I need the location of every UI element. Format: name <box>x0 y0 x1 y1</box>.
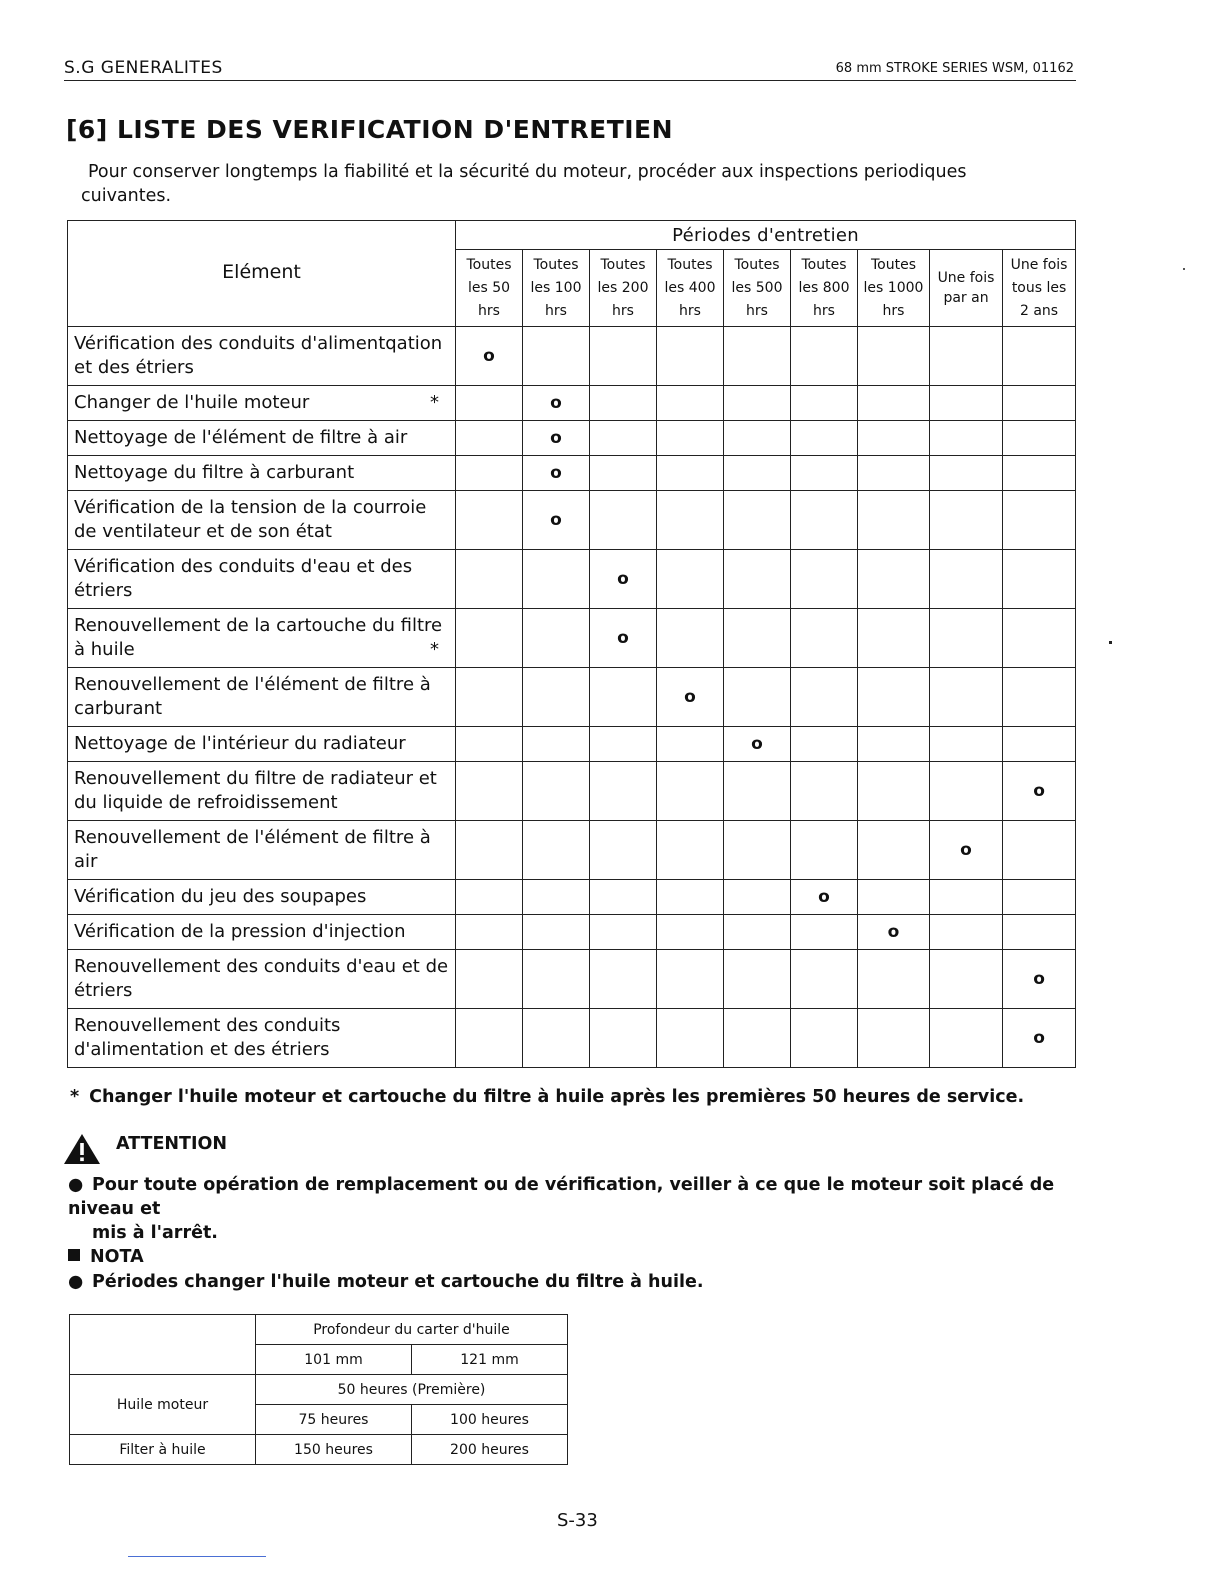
maintenance-item-text: Nettoyage du filtre à carburant <box>74 462 355 483</box>
schedule-cell <box>590 915 657 950</box>
schedule-cell <box>1003 762 1076 821</box>
schedule-cell <box>724 762 791 821</box>
intro-paragraph <box>81 160 1068 208</box>
schedule-cell <box>456 386 523 421</box>
schedule-cell <box>858 491 930 550</box>
schedule-cell <box>791 762 858 821</box>
maintenance-row <box>68 609 1076 668</box>
schedule-cell <box>456 550 523 609</box>
schedule-cell <box>456 880 523 915</box>
maintenance-row <box>68 668 1076 727</box>
schedule-cell <box>858 327 930 386</box>
header-rule <box>64 80 1076 81</box>
schedule-cell <box>724 821 791 880</box>
maintenance-item-text: Renouvellement des conduits <box>74 1015 341 1036</box>
nota-label: NOTA <box>90 1247 144 1267</box>
maintenance-item-text: à huile <box>74 639 135 660</box>
schedule-cell <box>724 327 791 386</box>
maintenance-row <box>68 880 1076 915</box>
schedule-cell <box>590 950 657 1009</box>
schedule-cell <box>523 1009 590 1068</box>
schedule-cell <box>456 762 523 821</box>
period-header-line: les 400 <box>664 279 716 296</box>
check-mark: o <box>960 840 972 860</box>
maintenance-row <box>68 727 1076 762</box>
period-header-line: hrs <box>679 302 701 319</box>
schedule-cell <box>930 668 1003 727</box>
schedule-cell <box>657 950 724 1009</box>
schedule-cell <box>791 668 858 727</box>
asterisk-marker: * <box>430 639 439 660</box>
schedule-cell <box>791 491 858 550</box>
period-header-line: Toutes <box>801 256 847 273</box>
schedule-cell <box>930 550 1003 609</box>
schedule-cell <box>456 821 523 880</box>
period-header-line: Une fois <box>1010 256 1068 273</box>
warning-triangle-icon <box>63 1133 101 1165</box>
schedule-cell <box>657 1009 724 1068</box>
schedule-cell <box>930 821 1003 880</box>
footnote-text: Changer l'huile moteur et cartouche du filtre à huile après les premières 50 heures de service. <box>89 1087 1025 1107</box>
maintenance-item-text: étriers <box>74 980 133 1001</box>
schedule-cell <box>657 327 724 386</box>
period-header-line: Toutes <box>734 256 780 273</box>
oil-interval-101: 75 heures <box>256 1405 412 1435</box>
schedule-cell <box>858 550 930 609</box>
oil-table-corner <box>70 1315 256 1375</box>
period-column-header <box>858 250 930 327</box>
maintenance-item-text: Renouvellement des conduits d'eau et de <box>74 956 449 977</box>
filter-interval-101: 150 heures <box>256 1435 412 1465</box>
oil-change-table <box>69 1314 568 1465</box>
period-header-line: hrs <box>478 302 500 319</box>
check-mark: o <box>818 887 830 907</box>
period-header-line: les 1000 <box>863 279 924 296</box>
schedule-cell <box>930 880 1003 915</box>
check-mark: o <box>1033 1028 1045 1048</box>
schedule-cell <box>590 880 657 915</box>
schedule-cell <box>456 727 523 762</box>
schedule-cell <box>930 386 1003 421</box>
check-mark: o <box>550 463 562 483</box>
schedule-cell <box>523 386 590 421</box>
schedule-cell <box>858 880 930 915</box>
maintenance-item <box>68 880 456 915</box>
schedule-cell <box>724 421 791 456</box>
schedule-cell <box>523 915 590 950</box>
schedule-cell <box>657 880 724 915</box>
nota-text: Périodes changer l'huile moteur et cartouche du filtre à huile. <box>92 1272 704 1292</box>
schedule-cell <box>523 491 590 550</box>
schedule-cell <box>724 950 791 1009</box>
schedule-cell <box>657 609 724 668</box>
schedule-cell <box>791 821 858 880</box>
schedule-cell <box>657 915 724 950</box>
schedule-cell <box>1003 609 1076 668</box>
schedule-cell <box>590 727 657 762</box>
schedule-cell <box>657 456 724 491</box>
maintenance-table <box>67 220 1076 1068</box>
check-mark: o <box>550 393 562 413</box>
maintenance-item <box>68 491 456 550</box>
check-mark: o <box>684 687 696 707</box>
schedule-cell <box>858 456 930 491</box>
maintenance-row <box>68 1009 1076 1068</box>
maintenance-rows <box>68 327 1076 1068</box>
period-header-line: hrs <box>746 302 768 319</box>
maintenance-item-text: du liquide de refroidissement <box>74 792 338 813</box>
period-column-header <box>456 250 523 327</box>
schedule-cell <box>657 821 724 880</box>
maintenance-row <box>68 550 1076 609</box>
check-mark: o <box>617 569 629 589</box>
schedule-cell <box>930 491 1003 550</box>
period-column-header <box>1003 250 1076 327</box>
check-mark: o <box>887 922 900 942</box>
period-header-line: les 200 <box>597 279 649 296</box>
maintenance-item-text: air <box>74 851 98 872</box>
intro-line-1: Pour conserver longtemps la fiabilité et la sécurité du moteur, procéder aux inspections periodiques <box>88 162 967 182</box>
schedule-cell <box>657 668 724 727</box>
maintenance-item <box>68 950 456 1009</box>
period-header-line: Une fois <box>937 270 995 286</box>
maintenance-item-text: Vérification du jeu des soupapes <box>74 886 367 907</box>
schedule-cell <box>657 550 724 609</box>
maintenance-item <box>68 386 456 421</box>
maintenance-item-text: Renouvellement de l'élément de filtre à <box>74 827 431 848</box>
schedule-cell <box>523 421 590 456</box>
maintenance-item-text: Changer de l'huile moteur <box>74 392 310 413</box>
schedule-cell <box>657 727 724 762</box>
filter-interval-121: 200 heures <box>412 1435 568 1465</box>
maintenance-item-text: Renouvellement du filtre de radiateur et <box>74 768 437 789</box>
schedule-cell <box>724 915 791 950</box>
maintenance-item-text: Renouvellement de la cartouche du filtre <box>74 615 443 636</box>
series-header: 68 mm STROKE SERIES WSM, 01162 <box>835 61 1074 76</box>
oil-interval-121: 100 heures <box>412 1405 568 1435</box>
period-header-line: les 800 <box>798 279 850 296</box>
first-service-hours: 50 heures (Première) <box>256 1375 568 1405</box>
depth-101: 101 mm <box>256 1345 412 1375</box>
period-column-header <box>523 250 590 327</box>
schedule-cell <box>791 609 858 668</box>
schedule-cell <box>930 950 1003 1009</box>
period-header-line: les 100 <box>530 279 582 296</box>
period-header-line: hrs <box>612 302 634 319</box>
attention-text-line-2: mis à l'arrêt. <box>92 1223 218 1243</box>
maintenance-item <box>68 821 456 880</box>
schedule-cell <box>724 668 791 727</box>
schedule-cell <box>724 727 791 762</box>
attention-label: ATTENTION <box>116 1134 228 1154</box>
nota-heading <box>68 1247 144 1267</box>
maintenance-item-text: Vérification des conduits d'alimentqation <box>74 333 443 354</box>
page-number: S-33 <box>557 1510 598 1531</box>
schedule-cell <box>590 386 657 421</box>
period-header-line: hrs <box>545 302 567 319</box>
schedule-cell <box>456 668 523 727</box>
schedule-cell <box>657 491 724 550</box>
maintenance-item-text: Vérification de la tension de la courroie <box>74 497 427 518</box>
schedule-cell <box>590 421 657 456</box>
maintenance-item <box>68 609 456 668</box>
schedule-cell <box>1003 327 1076 386</box>
schedule-cell <box>791 550 858 609</box>
period-column-header <box>791 250 858 327</box>
schedule-cell <box>930 327 1003 386</box>
schedule-cell <box>858 727 930 762</box>
schedule-cell <box>791 1009 858 1068</box>
period-header-line: hrs <box>882 302 905 319</box>
schedule-cell <box>724 880 791 915</box>
period-header-line: Toutes <box>533 256 579 273</box>
footnote-asterisk: * <box>70 1087 80 1107</box>
attention-bullet <box>68 1173 1078 1245</box>
maintenance-item-text: Nettoyage de l'élément de filtre à air <box>74 427 408 448</box>
maintenance-item <box>68 727 456 762</box>
bullet-dot-icon: ● <box>68 1272 84 1292</box>
schedule-cell <box>456 915 523 950</box>
square-bullet-icon <box>68 1249 80 1261</box>
maintenance-item-text: d'alimentation et des étriers <box>74 1039 330 1060</box>
footnote <box>70 1087 1024 1107</box>
maintenance-item-text: Nettoyage de l'intérieur du radiateur <box>74 733 406 754</box>
maintenance-row <box>68 456 1076 491</box>
schedule-cell <box>657 421 724 456</box>
schedule-cell <box>724 609 791 668</box>
schedule-cell <box>791 880 858 915</box>
schedule-cell <box>1003 1009 1076 1068</box>
schedule-cell <box>456 327 523 386</box>
maintenance-row <box>68 421 1076 456</box>
schedule-cell <box>523 762 590 821</box>
schedule-cell <box>456 950 523 1009</box>
check-mark: o <box>550 428 562 448</box>
schedule-cell <box>858 950 930 1009</box>
period-header-line: les 50 <box>467 279 511 296</box>
schedule-cell <box>657 762 724 821</box>
maintenance-item <box>68 1009 456 1068</box>
oil-filter-label: Filter à huile <box>70 1435 256 1465</box>
schedule-cell <box>590 550 657 609</box>
schedule-cell <box>1003 421 1076 456</box>
schedule-cell <box>1003 821 1076 880</box>
schedule-cell <box>1003 456 1076 491</box>
maintenance-row <box>68 386 1076 421</box>
schedule-cell <box>724 491 791 550</box>
maintenance-item-text: Vérification des conduits d'eau et des <box>74 556 413 577</box>
scan-dot <box>1109 641 1112 644</box>
maintenance-row <box>68 915 1076 950</box>
schedule-cell <box>1003 550 1076 609</box>
schedule-cell <box>858 386 930 421</box>
nota-bullet <box>68 1272 704 1292</box>
scan-dot <box>1183 268 1185 270</box>
depth-121: 121 mm <box>412 1345 568 1375</box>
schedule-cell <box>523 609 590 668</box>
element-column-header: Elément <box>68 221 456 327</box>
schedule-cell <box>523 880 590 915</box>
schedule-cell <box>523 327 590 386</box>
intro-line-2: cuivantes. <box>81 186 172 206</box>
schedule-cell <box>930 421 1003 456</box>
schedule-cell <box>523 950 590 1009</box>
schedule-cell <box>590 762 657 821</box>
schedule-cell <box>791 727 858 762</box>
page-title: [6] LISTE DES VERIFICATION D'ENTRETIEN <box>66 115 674 144</box>
schedule-cell <box>791 456 858 491</box>
period-header-line: Toutes <box>667 256 713 273</box>
maintenance-item <box>68 668 456 727</box>
schedule-cell <box>523 727 590 762</box>
check-mark: o <box>550 510 562 530</box>
schedule-cell <box>1003 491 1076 550</box>
period-header-line: Toutes <box>466 256 512 273</box>
engine-oil-label: Huile moteur <box>70 1375 256 1435</box>
maintenance-item <box>68 550 456 609</box>
schedule-cell <box>1003 950 1076 1009</box>
schedule-cell <box>858 762 930 821</box>
schedule-cell <box>858 915 930 950</box>
schedule-cell <box>930 762 1003 821</box>
schedule-cell <box>791 327 858 386</box>
period-header-line: tous les <box>1011 279 1067 296</box>
maintenance-item-text: Renouvellement de l'élément de filtre à <box>74 674 431 695</box>
period-header-line: 2 ans <box>1020 302 1059 319</box>
period-header-line: Toutes <box>600 256 646 273</box>
check-mark: o <box>1033 969 1045 989</box>
check-mark: o <box>751 734 763 754</box>
schedule-cell <box>523 456 590 491</box>
schedule-cell <box>657 386 724 421</box>
maintenance-item-text: Vérification de la pression d'injection <box>74 921 406 942</box>
schedule-cell <box>456 1009 523 1068</box>
maintenance-item <box>68 762 456 821</box>
schedule-cell <box>1003 727 1076 762</box>
check-mark: o <box>617 628 629 648</box>
schedule-cell <box>590 1009 657 1068</box>
period-header-line: hrs <box>813 302 835 319</box>
schedule-cell <box>456 491 523 550</box>
schedule-cell <box>1003 880 1076 915</box>
schedule-cell <box>724 386 791 421</box>
maintenance-item-text: carburant <box>74 698 163 719</box>
period-header-line: Toutes <box>870 256 916 273</box>
maintenance-row <box>68 491 1076 550</box>
schedule-cell <box>590 456 657 491</box>
schedule-cell <box>791 421 858 456</box>
schedule-cell <box>724 456 791 491</box>
schedule-cell <box>523 821 590 880</box>
scan-artifact-line <box>128 1556 266 1557</box>
period-column-header <box>724 250 791 327</box>
schedule-cell <box>930 1009 1003 1068</box>
maintenance-item <box>68 456 456 491</box>
period-column-header <box>930 250 1003 327</box>
period-header-line: les 500 <box>731 279 783 296</box>
schedule-cell <box>590 327 657 386</box>
period-column-header <box>657 250 724 327</box>
schedule-cell <box>791 915 858 950</box>
schedule-cell <box>590 491 657 550</box>
period-header-line: par an <box>943 290 989 306</box>
maintenance-row <box>68 950 1076 1009</box>
schedule-cell <box>724 1009 791 1068</box>
schedule-cell <box>930 727 1003 762</box>
schedule-cell <box>724 550 791 609</box>
schedule-cell <box>858 421 930 456</box>
schedule-cell <box>590 609 657 668</box>
section-header: S.G GENERALITES <box>64 58 223 78</box>
maintenance-item-text: étriers <box>74 580 133 601</box>
maintenance-item-text: de ventilateur et de son état <box>74 521 332 542</box>
schedule-cell <box>930 915 1003 950</box>
schedule-cell <box>456 456 523 491</box>
schedule-cell <box>930 609 1003 668</box>
maintenance-item <box>68 421 456 456</box>
maintenance-row <box>68 327 1076 386</box>
schedule-cell <box>1003 668 1076 727</box>
schedule-cell <box>930 456 1003 491</box>
maintenance-row <box>68 762 1076 821</box>
periods-header: Périodes d'entretien <box>456 221 1076 250</box>
maintenance-item <box>68 327 456 386</box>
schedule-cell <box>456 421 523 456</box>
bullet-dot-icon: ● <box>68 1175 84 1195</box>
period-column-header <box>590 250 657 327</box>
maintenance-item <box>68 915 456 950</box>
maintenance-row <box>68 821 1076 880</box>
schedule-cell <box>523 550 590 609</box>
schedule-cell <box>858 668 930 727</box>
depth-header: Profondeur du carter d'huile <box>256 1315 568 1345</box>
schedule-cell <box>456 609 523 668</box>
schedule-cell <box>590 821 657 880</box>
schedule-cell <box>1003 915 1076 950</box>
schedule-cell <box>858 1009 930 1068</box>
asterisk-marker: * <box>430 392 439 413</box>
check-mark: o <box>1033 781 1045 801</box>
schedule-cell <box>791 386 858 421</box>
schedule-cell <box>858 821 930 880</box>
check-mark: o <box>483 346 495 366</box>
schedule-cell <box>590 668 657 727</box>
schedule-cell <box>791 950 858 1009</box>
schedule-cell <box>858 609 930 668</box>
maintenance-item-text: et des étriers <box>74 357 194 378</box>
schedule-cell <box>1003 386 1076 421</box>
schedule-cell <box>523 668 590 727</box>
attention-text-line-1: Pour toute opération de remplacement ou de vérification, veiller à ce que le moteur soit placé de niveau et <box>68 1175 1055 1219</box>
